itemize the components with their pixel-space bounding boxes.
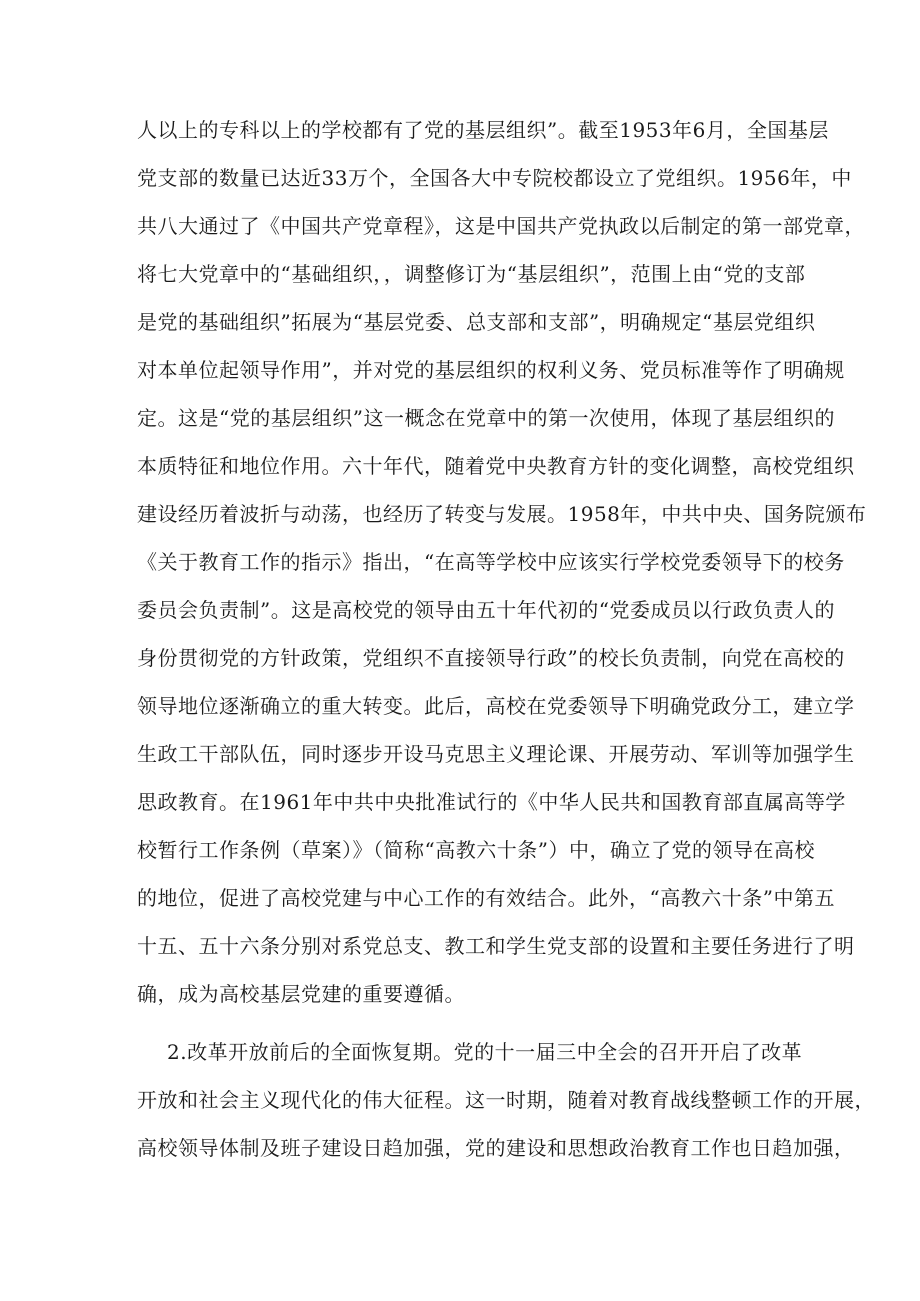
text-line: 开放和社会主义现代化的伟大征程。这一时期，随着对教育战线整顿工作的开展，	[137, 1088, 875, 1112]
text-line: 校暂行工作条例（草案）》（简称“高教六十条”）中，确立了党的领导在高校	[137, 838, 815, 862]
text-line: 是党的基础组织”拓展为“基层党委、总支部和支部”，明确规定“基层党组织	[137, 310, 816, 334]
text-line: 领导地位逐渐确立的重大转变。此后，高校在党委领导下明确党政分工，建立学	[137, 694, 855, 718]
text-line: 十五、五十六条分别对系党总支、教工和学生党支部的设置和主要任务进行了明	[137, 934, 855, 958]
text-line: 定。这是“党的基层组织”这一概念在党章中的第一次使用，体现了基层组织的	[137, 406, 835, 430]
text-line: 共八大通过了《中国共产党章程》，这是中国共产党执政以后制定的第一部党章，	[137, 214, 865, 238]
text-line: 本质特征和地位作用。六十年代，随着党中央教育方针的变化调整，高校党组织	[137, 454, 855, 478]
section-heading-line: 2.改革开放前后的全面恢复期。党的十一届三中全会的召开开启了改革	[167, 1040, 803, 1064]
text-line: 对本单位起领导作用”，并对党的基层组织的权利义务、党员标准等作了明确规	[137, 358, 845, 382]
text-line: 党支部的数量已达近33万个，全国各大中专院校都设立了党组织。1956年，中	[137, 166, 852, 190]
text-line: 思政教育。在1961年中共中央批准试行的《中华人民共和国教育部直属高等学	[137, 790, 846, 814]
paragraph-party-organization-history	[137, 106, 867, 1018]
text-line: 生政工干部队伍，同时逐步开设马克思主义理论课、开展劳动、军训等加强学生	[137, 742, 855, 766]
text-line: 《关于教育工作的指示》指出，“在高等学校中应该实行学校党委领导下的校务	[137, 550, 845, 574]
text-line: 确，成为高校基层党建的重要遵循。	[137, 982, 465, 1006]
text-line: 身份贯彻党的方针政策，党组织不直接领导行政”的校长负责制，向党在高校的	[137, 646, 845, 670]
text-line: 高校领导体制及班子建设日趋加强，党的建设和思想政治教育工作也日趋加强，	[137, 1136, 855, 1160]
paragraph-reform-recovery-period	[137, 1028, 875, 1172]
text-line: 建设经历着波折与动荡，也经历了转变与发展。1958年，中共中央、国务院颁布	[137, 502, 867, 526]
text-line: 委员会负责制”。这是高校党的领导由五十年代初的“党委成员以行政负责人的	[137, 598, 835, 622]
text-line: 的地位，促进了高校党建与中心工作的有效结合。此外，“高教六十条”中第五	[137, 886, 835, 910]
text-line: 人以上的专科以上的学校都有了党的基层组织”。截至1953年6月，全国基层	[137, 118, 829, 142]
text-line: 将七大党章中的“基础组织，，调整修订为“基层组织”，范围上由“党的支部	[137, 262, 806, 286]
